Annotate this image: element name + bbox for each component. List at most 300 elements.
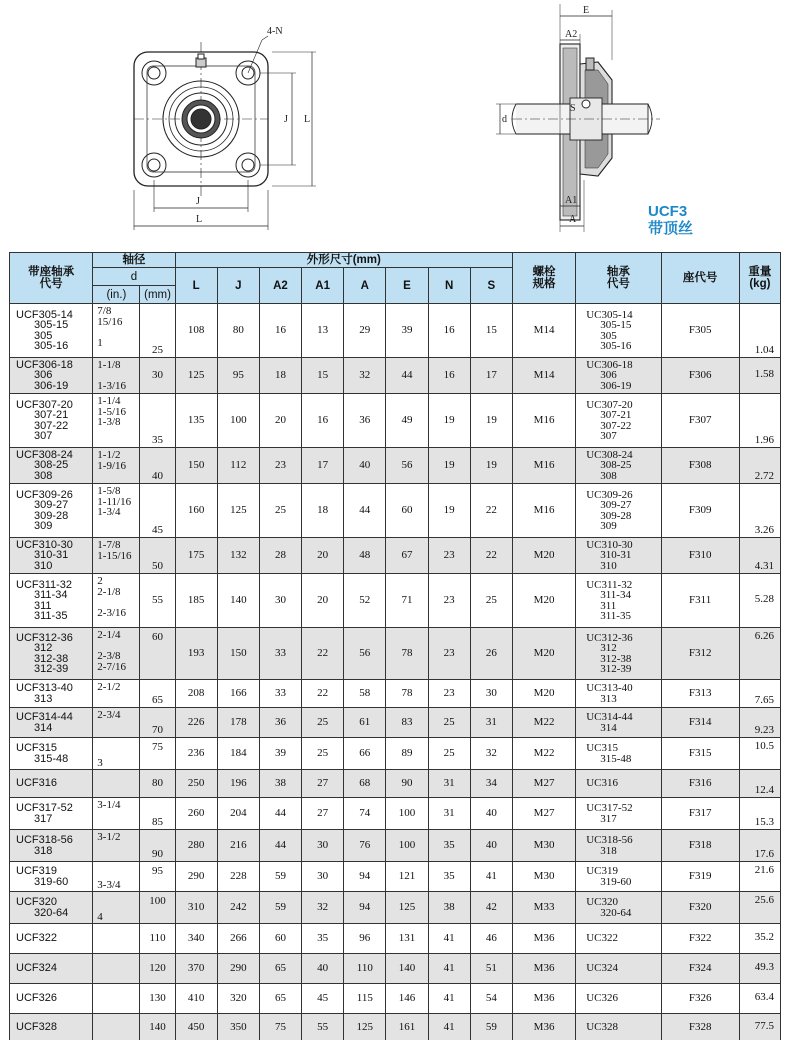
cell-housing: F311 [661, 574, 739, 628]
cell-dim-a: 56 [344, 628, 386, 680]
cell-dim-a2: 16 [259, 304, 301, 358]
inch-value: 2-7/16 [97, 660, 127, 673]
cell-dim-a: 96 [344, 924, 386, 954]
cell-dim-s: 26 [470, 628, 512, 680]
table-row [10, 798, 781, 830]
header-model: 带座轴承代号 [10, 253, 93, 304]
bearing-code-line: 309-28 [600, 509, 632, 522]
model-code-line: 306 [34, 369, 53, 382]
cell-dim-a2: 59 [259, 892, 301, 924]
cell-model-code [10, 680, 93, 708]
cell-dim-e: 161 [386, 1014, 428, 1040]
cell-dim-a: 40 [344, 448, 386, 484]
inch-value [97, 693, 139, 704]
cell-dim-s: 42 [470, 892, 512, 924]
cell-dim-l: 450 [175, 1014, 217, 1040]
cell-dim-n: 41 [428, 954, 470, 984]
bearing-code-line: UC311-32 [586, 578, 633, 591]
cell-bearing-code [576, 680, 661, 708]
cell-bearing-code [576, 394, 661, 448]
inch-value: 1-1/2 [97, 449, 121, 461]
bearing-code-line: UC315 [586, 742, 618, 754]
bearing-code-line: 306 [600, 369, 617, 382]
inch-value: 3-3/4 [97, 878, 121, 891]
cell-dim-j: 290 [217, 954, 259, 984]
cell-dim-a2: 30 [259, 574, 301, 628]
inch-value [97, 561, 139, 572]
cell-dim-n: 23 [428, 628, 470, 680]
cell-bearing-code [576, 862, 661, 892]
cell-weight: 9.23 [739, 708, 780, 738]
cell-weight: 12.4 [739, 770, 780, 798]
side-view-drawing [496, 4, 660, 232]
model-code-line: UCF322 [16, 932, 57, 945]
model-code-line: 312 [34, 642, 53, 654]
cell-model-code [10, 1014, 93, 1040]
cell-dim-l: 370 [175, 954, 217, 984]
label-d: d [502, 114, 507, 125]
bearing-code-line: 317 [600, 812, 617, 825]
cell-dim-l: 150 [175, 448, 217, 484]
inch-value: 2-1/2 [97, 681, 121, 693]
model-code-line: 311-34 [34, 589, 68, 601]
model-code-line: UCF316 [16, 777, 57, 790]
cell-dim-j: 178 [217, 708, 259, 738]
cell-dim-a: 29 [344, 304, 386, 358]
cell-dim-a1: 20 [302, 574, 344, 628]
model-code-line: 317 [34, 812, 53, 825]
label-e: E [583, 5, 590, 16]
cell-model-code [10, 628, 93, 680]
cell-dim-n: 38 [428, 892, 470, 924]
cell-inch [93, 798, 140, 830]
cell-dim-j: 112 [217, 448, 259, 484]
cell-housing: F328 [661, 1014, 739, 1040]
cell-dim-n: 23 [428, 538, 470, 574]
cell-dim-n: 19 [428, 394, 470, 448]
cell-dim-j: 320 [217, 984, 259, 1014]
cell-mm: 140 [140, 1014, 175, 1040]
bearing-code-line: UC318-56 [586, 834, 633, 846]
header-col-l: L [175, 268, 217, 304]
cell-dim-j: 196 [217, 770, 259, 798]
cell-dim-a2: 38 [259, 770, 301, 798]
cell-dim-j: 95 [217, 358, 259, 394]
cell-dim-e: 140 [386, 954, 428, 984]
model-code-line: 308 [34, 469, 53, 482]
cell-weight: 1.96 [739, 394, 780, 448]
cell-dim-l: 260 [175, 798, 217, 830]
cell-dim-a2: 44 [259, 798, 301, 830]
cell-bearing-code [576, 924, 661, 954]
model-code-line: 306-19 [34, 379, 69, 392]
front-view-drawing [134, 36, 316, 230]
model-code-line: UCF308-24 [16, 448, 73, 461]
cell-weight: 5.28 [739, 574, 780, 628]
cell-mm: 35 [140, 394, 175, 448]
label-s: S [570, 103, 576, 114]
cell-inch [93, 448, 140, 484]
cell-dim-l: 185 [175, 574, 217, 628]
bearing-code-line: UC314-44 [586, 711, 633, 723]
bearing-code-line: 305-16 [600, 340, 632, 352]
cell-dim-a1: 45 [302, 984, 344, 1014]
cell-dim-s: 54 [470, 984, 512, 1014]
cell-model-code [10, 448, 93, 484]
cell-dim-l: 340 [175, 924, 217, 954]
model-code-line: UCF311-32 [16, 578, 73, 591]
cell-dim-a1: 25 [302, 708, 344, 738]
cell-bolt: M36 [512, 954, 575, 984]
cell-dim-s: 25 [470, 574, 512, 628]
cell-weight: 49.3 [739, 954, 780, 984]
bearing-code-line: 312 [600, 642, 617, 654]
model-code-line: UCF317-52 [16, 802, 73, 814]
inch-value: 2-3/16 [97, 606, 127, 619]
cell-dim-a: 58 [344, 680, 386, 708]
cell-model-code [10, 484, 93, 538]
cell-dim-n: 16 [428, 304, 470, 358]
cell-bearing-code [576, 770, 661, 798]
spec-table-body [10, 304, 781, 1040]
cell-bearing-code [576, 628, 661, 680]
cell-dim-j: 204 [217, 798, 259, 830]
bearing-code-line: UC310-30 [586, 538, 633, 551]
cell-bearing-code [576, 448, 661, 484]
model-code-line: UCF320 [16, 896, 57, 908]
cell-bolt: M20 [512, 680, 575, 708]
cell-housing: F306 [661, 358, 739, 394]
bearing-code-line: 313 [600, 692, 617, 705]
cell-dim-a: 110 [344, 954, 386, 984]
cell-dim-j: 242 [217, 892, 259, 924]
cell-dim-l: 226 [175, 708, 217, 738]
bearing-code-line: UC309-26 [586, 488, 633, 501]
inch-value: 1-1/4 [97, 395, 121, 407]
cell-dim-a2: 65 [259, 954, 301, 984]
bearing-code-line: 311 [600, 599, 617, 612]
cell-bolt: M20 [512, 538, 575, 574]
cell-weight: 63.4 [739, 984, 780, 1014]
cell-bearing-code [576, 798, 661, 830]
cell-housing: F307 [661, 394, 739, 448]
cell-mm: 130 [140, 984, 175, 1014]
header-housing: 座代号 [661, 253, 739, 304]
bearing-code-line: 311-34 [600, 589, 631, 601]
cell-dim-n: 25 [428, 708, 470, 738]
cell-bolt: M36 [512, 924, 575, 954]
cell-dim-s: 19 [470, 448, 512, 484]
inch-value: 1-5/16 [97, 405, 127, 418]
cell-mm: 85 [140, 798, 175, 830]
inch-value [97, 597, 139, 608]
table-row [10, 574, 781, 628]
model-code-line: 309-27 [34, 499, 69, 511]
inch-value [97, 956, 139, 967]
model-code-line: UCF314-44 [16, 711, 73, 723]
cell-dim-a1: 18 [302, 484, 344, 538]
cell-dim-a1: 27 [302, 798, 344, 830]
cell-dim-l: 236 [175, 738, 217, 770]
bearing-code-line: UC306-18 [586, 358, 633, 371]
bearing-code-line: UC305-14 [586, 308, 633, 321]
series-title [648, 203, 728, 237]
label-l-vertical: L [304, 114, 311, 125]
table-row [10, 862, 781, 892]
cell-bearing-code [576, 984, 661, 1014]
cell-dim-s: 22 [470, 484, 512, 538]
model-code-line: UCF307-20 [16, 398, 73, 411]
cell-dim-s: 34 [470, 770, 512, 798]
cell-model-code [10, 892, 93, 924]
spec-table [9, 252, 781, 1040]
cell-dim-e: 49 [386, 394, 428, 448]
cell-inch [93, 708, 140, 738]
cell-dim-a2: 60 [259, 924, 301, 954]
model-code-line: 305 [34, 329, 53, 342]
inch-value [97, 1016, 139, 1027]
cell-bolt: M33 [512, 892, 575, 924]
cell-dim-a2: 65 [259, 984, 301, 1014]
table-row [10, 448, 781, 484]
header-d: d [93, 268, 175, 286]
header-inch: (in.) [93, 286, 140, 304]
bearing-code-line: 308-25 [600, 459, 632, 472]
table-row [10, 394, 781, 448]
cell-inch [93, 484, 140, 538]
cell-dim-a: 44 [344, 484, 386, 538]
cell-weight: 1.04 [739, 304, 780, 358]
cell-dim-n: 41 [428, 924, 470, 954]
cell-bearing-code [576, 574, 661, 628]
cell-weight: 15.3 [739, 798, 780, 830]
cell-mm: 95 [140, 862, 175, 892]
cell-mm: 55 [140, 574, 175, 628]
cell-mm: 45 [140, 484, 175, 538]
cell-dim-j: 228 [217, 862, 259, 892]
cell-model-code [10, 304, 93, 358]
cell-model-code [10, 770, 93, 798]
cell-inch [93, 1014, 140, 1040]
cell-dim-n: 31 [428, 798, 470, 830]
bearing-code-line: UC307-20 [586, 398, 633, 411]
header-col-a: A [344, 268, 386, 304]
bearing-code-line: UC312-36 [586, 631, 633, 644]
series-code: UCF3 [648, 203, 688, 220]
header-col-a1: A1 [302, 268, 344, 304]
cell-dim-a: 94 [344, 862, 386, 892]
cell-housing: F305 [661, 304, 739, 358]
label-a2: A2 [565, 29, 578, 40]
model-code-line: UCF328 [16, 1021, 57, 1034]
cell-mm: 90 [140, 830, 175, 862]
cell-dim-a1: 16 [302, 394, 344, 448]
model-code-line: 318 [34, 844, 53, 857]
cell-housing: F319 [661, 862, 739, 892]
cell-dim-j: 350 [217, 1014, 259, 1040]
cell-inch [93, 680, 140, 708]
cell-model-code [10, 862, 93, 892]
inch-value: 1-1/8 [97, 359, 121, 371]
cell-dim-s: 46 [470, 924, 512, 954]
cell-dim-a1: 15 [302, 358, 344, 394]
bearing-code-line: UC317-52 [586, 802, 633, 814]
cell-dim-n: 31 [428, 770, 470, 798]
inch-value: 2-1/8 [97, 585, 121, 598]
cell-inch [93, 954, 140, 984]
bearing-code-line: 319-60 [600, 875, 632, 888]
cell-dim-a: 125 [344, 1014, 386, 1040]
table-row [10, 984, 781, 1014]
cell-dim-a: 76 [344, 830, 386, 862]
cell-dim-l: 108 [175, 304, 217, 358]
inch-value: 2 [97, 575, 103, 587]
cell-inch [93, 394, 140, 448]
cell-mm: 60 [140, 628, 175, 680]
label-j-vertical: J [284, 114, 288, 125]
cell-dim-s: 40 [470, 830, 512, 862]
cell-dim-a2: 75 [259, 1014, 301, 1040]
model-code-line: 313 [34, 692, 53, 705]
cell-dim-l: 310 [175, 892, 217, 924]
inch-value: 3 [97, 756, 103, 769]
cell-dim-a: 66 [344, 738, 386, 770]
cell-dim-a2: 44 [259, 830, 301, 862]
bearing-code-line: 309 [600, 520, 617, 532]
cell-weight: 1.58 [739, 358, 780, 394]
model-code-line: UCF306-18 [16, 358, 73, 371]
header-col-n: N [428, 268, 470, 304]
cell-dim-e: 44 [386, 358, 428, 394]
header-bolt: 螺栓规格 [512, 253, 575, 304]
cell-dim-a1: 17 [302, 448, 344, 484]
bearing-code-line: 318 [600, 844, 617, 857]
bearing-code-line: UC320 [586, 896, 618, 908]
inch-value [97, 772, 139, 783]
cell-dim-n: 16 [428, 358, 470, 394]
cell-dim-e: 89 [386, 738, 428, 770]
header-col-j: J [217, 268, 259, 304]
bearing-code-line: 312-39 [600, 663, 632, 675]
table-row [10, 680, 781, 708]
cell-dim-a1: 22 [302, 680, 344, 708]
cell-bearing-code [576, 1014, 661, 1040]
cell-dim-s: 17 [470, 358, 512, 394]
cell-dim-a2: 33 [259, 628, 301, 680]
cell-dim-a: 36 [344, 394, 386, 448]
cell-dim-a: 32 [344, 358, 386, 394]
model-code-line: 310-31 [34, 549, 69, 562]
cell-dim-a: 48 [344, 538, 386, 574]
label-a: A [569, 214, 577, 225]
cell-dim-a1: 13 [302, 304, 344, 358]
cell-dim-s: 51 [470, 954, 512, 984]
header-col-a2: A2 [259, 268, 301, 304]
cell-housing: F322 [661, 924, 739, 954]
inch-value [97, 428, 139, 439]
cell-inch [93, 304, 140, 358]
cell-dim-n: 41 [428, 984, 470, 1014]
cell-bolt: M20 [512, 574, 575, 628]
inch-value [97, 327, 139, 338]
cell-dim-a1: 22 [302, 628, 344, 680]
cell-dim-j: 132 [217, 538, 259, 574]
cell-mm: 50 [140, 538, 175, 574]
cell-dim-a2: 39 [259, 738, 301, 770]
cell-bearing-code [576, 708, 661, 738]
model-code-line: 310 [34, 559, 53, 572]
cell-bearing-code [576, 830, 661, 862]
cell-dim-s: 59 [470, 1014, 512, 1040]
cell-mm: 25 [140, 304, 175, 358]
cell-inch [93, 892, 140, 924]
bearing-code-line: 307 [600, 430, 617, 442]
cell-bearing-code [576, 892, 661, 924]
cell-model-code [10, 394, 93, 448]
cell-dim-e: 39 [386, 304, 428, 358]
bearing-code-line: 312-38 [600, 652, 632, 665]
cell-dim-j: 125 [217, 484, 259, 538]
cell-weight: 6.26 [739, 628, 780, 680]
cell-inch [93, 738, 140, 770]
cell-dim-a1: 55 [302, 1014, 344, 1040]
cell-inch [93, 984, 140, 1014]
model-code-line: 320-64 [34, 906, 69, 919]
cell-bolt: M22 [512, 708, 575, 738]
model-code-line: 314 [34, 721, 53, 734]
inch-value: 2-3/4 [97, 709, 121, 721]
model-code-line: UCF312-36 [16, 631, 73, 644]
cell-dim-a2: 23 [259, 448, 301, 484]
cell-dim-l: 250 [175, 770, 217, 798]
cell-dim-l: 125 [175, 358, 217, 394]
bearing-code-line: 305 [600, 329, 617, 342]
inch-value [97, 926, 139, 937]
cell-inch [93, 830, 140, 862]
cell-weight: 3.26 [739, 484, 780, 538]
label-a1: A1 [565, 195, 578, 206]
cell-mm: 100 [140, 892, 175, 924]
cell-inch [93, 574, 140, 628]
cell-dim-e: 83 [386, 708, 428, 738]
cell-dim-j: 140 [217, 574, 259, 628]
cell-bolt: M22 [512, 738, 575, 770]
cell-housing: F315 [661, 738, 739, 770]
cell-weight: 10.5 [739, 738, 780, 770]
cell-dim-a1: 30 [302, 830, 344, 862]
cell-inch [93, 628, 140, 680]
table-row [10, 484, 781, 538]
cell-dim-l: 290 [175, 862, 217, 892]
inch-value [97, 747, 139, 758]
series-subtitle: 带顶丝 [648, 220, 694, 237]
cell-model-code [10, 798, 93, 830]
cell-dim-l: 410 [175, 984, 217, 1014]
cell-dim-e: 100 [386, 830, 428, 862]
model-code-line: 307-21 [34, 409, 69, 421]
cell-mm: 80 [140, 770, 175, 798]
cell-bolt: M16 [512, 448, 575, 484]
cell-bolt: M30 [512, 830, 575, 862]
header-weight: 重量(kg) [739, 253, 780, 304]
inch-value: 1-11/16 [97, 495, 132, 508]
cell-dim-a1: 20 [302, 538, 344, 574]
cell-dim-e: 78 [386, 628, 428, 680]
cell-weight: 4.31 [739, 538, 780, 574]
cell-dim-a2: 28 [259, 538, 301, 574]
model-code-line: 309-28 [34, 509, 69, 522]
table-row [10, 1014, 781, 1040]
